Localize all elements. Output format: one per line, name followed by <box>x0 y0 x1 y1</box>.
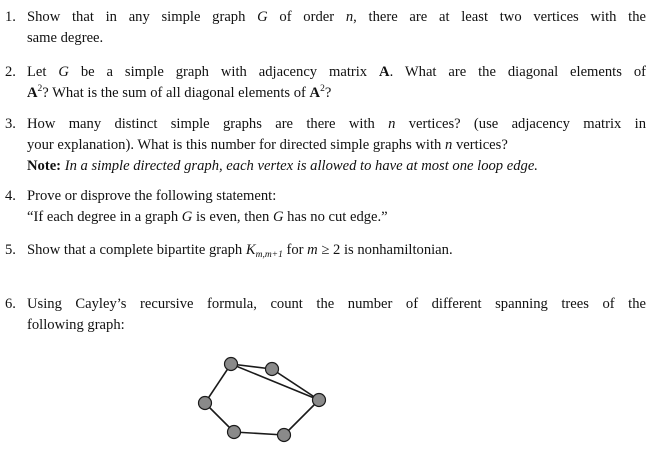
graph-vertices <box>199 358 326 442</box>
vertex-top-right <box>266 363 279 376</box>
vertex-top-left <box>225 358 238 371</box>
problem-quote: “If each degree in a graph G is even, then G has no cut edge.” <box>27 209 388 225</box>
problem-text: Let G be a simple graph with adjacency matrix A. What are the diagonal elements of <box>27 64 646 80</box>
problem-number: 1. <box>5 9 16 25</box>
problem-text: your explanation). What is this number for directed simple graphs with n vertices? <box>27 137 508 153</box>
problem-6 <box>0 294 646 336</box>
problem-note: Note: In a simple directed graph, each vertex is allowed to have at most one loop edge. <box>27 158 538 174</box>
problem-number: 4. <box>5 188 16 204</box>
vertex-left <box>199 397 212 410</box>
vertex-bottom-right <box>278 429 291 442</box>
problem-number: 6. <box>5 296 16 312</box>
problem-text: Prove or disprove the following statement: <box>27 188 277 204</box>
problem-number: 3. <box>5 116 16 132</box>
problem-text: Using Cayley’s recursive formula, count the number of different spanning trees of the <box>27 296 646 312</box>
problem-text: Show that in any simple graph G of order n, there are at least two vertices with the <box>27 9 646 25</box>
problem-4 <box>0 186 646 228</box>
problem-number: 5. <box>5 242 16 258</box>
edge <box>234 432 284 435</box>
graph-figure <box>195 352 329 444</box>
vertex-right <box>313 394 326 407</box>
problem-3 <box>0 114 646 177</box>
graph-edges <box>205 364 319 435</box>
problem-text: How many distinct simple graphs are there with n vertices? (use adjacency matrix in <box>27 116 646 132</box>
vertex-bottom-left <box>228 426 241 439</box>
problem-text: Show that a complete bipartite graph $K_{m,m+1}$ for m ≥ 2 is nonhamiltonian. <box>27 242 453 260</box>
problem-2 <box>0 62 646 104</box>
problem-text: $A^2$? What is the sum of all diagonal elements of $A^2$? <box>27 84 332 101</box>
edge <box>284 400 319 435</box>
problem-text: same degree. <box>27 30 104 46</box>
problem-1 <box>0 7 646 49</box>
problem-text: following graph: <box>27 317 125 333</box>
problem-5 <box>0 240 646 261</box>
problem-number: 2. <box>5 64 16 80</box>
